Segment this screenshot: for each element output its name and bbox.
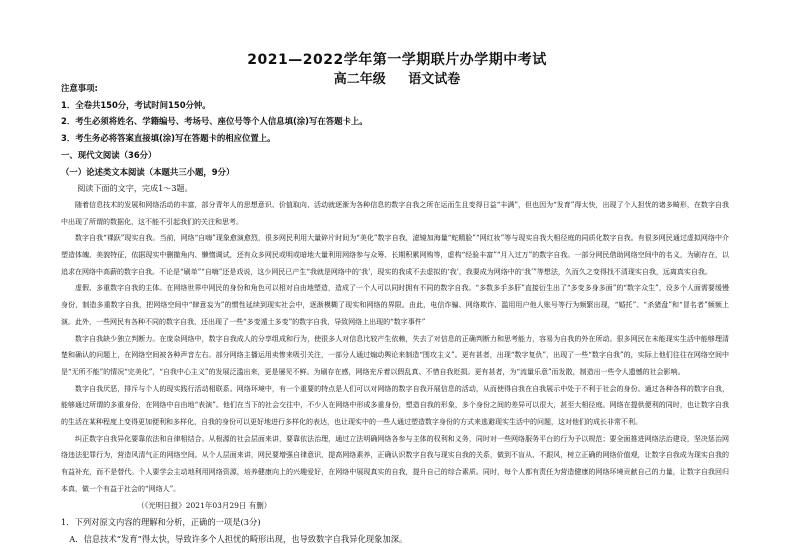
notice-heading: 注意事项: [61,83,98,93]
notice-item: 1．全卷共150分，考试时间150分钟。 [61,99,211,110]
answer-option-a: A．信息技术“发育”得太快，导致许多个人担忧的畸形出现，也导致数字自我异化现象加深。 [69,533,408,544]
question-stem: 1．下列对原文内容的理解和分析，正确的一项是(3分) [61,517,261,528]
source-citation: （《光明日报》2021年03月29日 有删） [137,500,272,510]
section-subheading: （一）论述类文本阅读（本题共三小题，9分） [61,166,235,177]
passage-paragraph: 虚假、多重数字自我的主体。在网络世界中网民的身份和角色可以相对自由地塑造，造成了一个人可以同时拥有不同的数字自我。“多数多手多肝”直接衍生出了“多变多身多面”的“数字众生”，设多个人面需要缓慢身份，制造多重数字自我，把网络空间中“肆意妄为”的惯性延续到现实社会中，逐渐模糊了现实和网络的界限。由此，电信诈骗、网络欺诈、滥用用户他人账号等行为频繁出现，“婚托”、“杀猪盘”和“冒名者”频频上演。此外，一些网民有各种不同的数字自我，还出现了一些“多变遁土多变”的数字自我，导致网络上出现的“数字事件” [61,284,729,326]
passage-paragraph: 数字自我“裸跃”现实自我。当前，网络“自嗨”现象愈演愈烈，很多网民利用大量碎片时间为“美化”数字自我，滤镜加海量“蛇精脸”“网红妆”等与现实自我大相径庭的同质化数字自我。有很多网民通过虚拟网络中介塑造体魄、美貌特征，依据现实中删撤角内、懒惰调试，还有众多网民或明或暗地大量利用网络参与众筹、长期积累网购等，虚构“经验丰富”“月入过万”的数字自我。一部分网民借助网络空间中的名义，为刷存在，以追求在网络中高薪的数字自我。不论是“刷单”“自嗨”还是戏说，这少网民已产生“我就是网络中的‘我’，现实的我成不去虚拟的‘我’，我要成为网络中的‘我’”等想法，久而久之变得找不清现实自我，远离真实自我。 [61,234,729,276]
reading-instruction: 阅读下面的文字，完成1～3题。 [77,183,193,194]
document-body [61,80,729,548]
passage-paragraph: 数字自我厌恶，排斥与个人的现实践行活动相联系。网络环境中，有一个重要的特点是人们可以对网络的数字自我开展信息的活动，从而使得自我在自我展示中处于不利于社会的身份。通过各种各样的数字自我，能够通过所谓的多重身份，在网络中自由地“表演”。他们在当下的社会交往中，不少人在网络中形成多重身份，塑造自我的形象，多个身份之间的差异可以很大，甚至大相径庭。网络在提供便利的同时，也让数字自我的生活在某种程度上变得更加便利和多样化，自我的身份可以更好地进行多样化的表达，也让现实中的一些人通过塑造数字身份的方式来逃避现实生活中的问题，这对他们的成长非常不利。 [61,384,729,427]
passage-paragraph: 数字自我缺少独立判断力。在庞杂网络中，数字自我成人的分享组成和行为，使很多人对信息比较产生依赖，失去了对信息的正确判断力和思考能力，容易为自我的外在所动。很多网民在未能现实生活中能够理清楚和确认的问题上，在网络空间被各种声音左右。部分网络主播运用卖惨来吸引关注，一部分人通过煽动舆论来制造“围攻主义”。更有甚者，出现“数字复仇”，出现了一些“数字自我”的，实际上他们往往在网络空间中是“无所不能”的情况“完美化”，“自我中心主义”的发展泛滥出来，更是屡见不鲜。为刷存在感，网络充斥着以假乱真、不惜自我贬损。更有甚者，为“流量乐意”而发散，制造出一些令人遗憾的社会影响。 [61,334,729,376]
passage-paragraph: 随着信息技术的发展和网络活动的丰富，部分青年人的思想意识、价值取向、活动就逐渐为各种信息的数字自我之所在运而生且变得日益“丰满”，但也因为“发育”得太快，出现了个人担忧的诸多畸形，在数字自我中出现了所谓的数据化，这不能不引起我们的关注和思考。 [61,200,729,226]
passage-paragraph: 纠正数字自我异化要靠依法和自律相结合。从根源的社会层面来讲，要靠依法治理，通过立法明确网络各参与主体的权利和义务，同时对一些网络服务平台的行为予以规范；要全面推进网络法治建设，坚决惩治网络违法犯罪行为，营造风清气正的网络空间。从个人层面来讲，网民要增强自律意识，提高网络素养，正确认识数字自我与现实自我的关系，做到不盲从、不跟风，树立正确的网络价值观，让数字自我成为现实自我的有益补充，而不是替代。个人要学会主动地利用网络资源，培养健康向上的兴趣爱好，在网络中展现真实的自我，提升自己的综合素质。同时，每个人都有责任为营造健康的网络环境贡献自己的力量，让数字自我回归本真，做一个有益于社会的“网络人”。 [61,434,729,493]
notice-item: 2．考生必须将姓名、学籍编号、考场号、座位号等个人信息填(涂)写在答题卡上。 [61,116,368,127]
notice-item: 3．考生务必将答案直接填(涂)写在答题卡的相应位置上。 [61,133,276,144]
grade-label: 高二年级 [333,72,386,87]
exam-title: 2021—2022学年第一学期联片办学期中考试 [247,52,547,68]
section-heading: 一、现代文阅读（36分） [61,149,157,160]
subject-label: 语文试卷 [408,72,461,87]
